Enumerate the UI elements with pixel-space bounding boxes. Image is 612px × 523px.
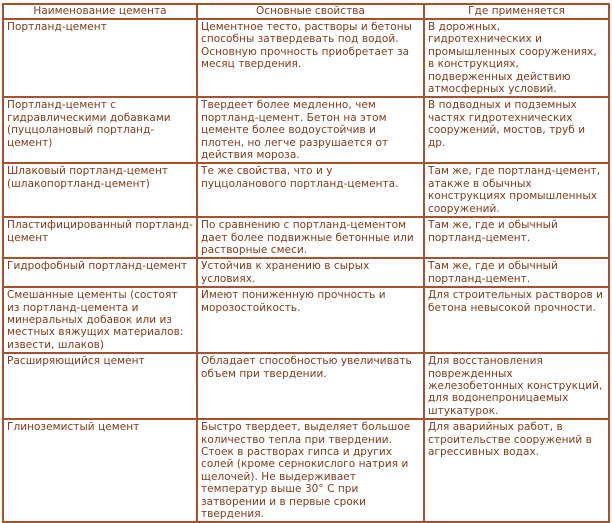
cement-properties: Обладает способностью увеличивать объем при твердении. (197, 353, 424, 419)
cement-properties: Быстро твердеет, выделяет большое количество тепла при твердении. Стоек в растворах гипса и других солей (кроме сернокислого натрия и щелочей). Не выдерживает температур выше 30° С при затворении и в первые сроки твердения. (197, 419, 424, 522)
table-row (3, 97, 609, 163)
header-usage: Где применяется (424, 4, 609, 19)
cement-name: Пластифицированный портланд-цемент (3, 217, 197, 258)
cement-usage: Для восстановления поврежденных железобетонных конструкций, для водонепроницаемых штукатурок. (424, 353, 609, 419)
cement-name: Смешанные цементы (состоят из портланд-цемента и минеральных добавок или из местных вяжущих материалов: извести, шлаков) (3, 287, 197, 353)
header-row (3, 4, 609, 19)
cement-properties: По сравнению с портланд-цементом дает более подвижные бетонные или растворные смеси. (197, 217, 424, 258)
table-row (3, 163, 609, 217)
cement-usage: Для аварийных работ, в строительстве сооружений в агрессивных водах. (424, 419, 609, 522)
cement-usage: Там же, где и обычный портланд-цемент. (424, 258, 609, 287)
cement-properties: Цементное тесто, растворы и бетоны способны затвердевать под водой. Основную прочность приобретает за месяц твердения. (197, 19, 424, 97)
cement-properties: Те же свойства, что и у пуццоланового портланд-цемента. (197, 163, 424, 217)
cement-properties: Твердеет более медленно, чем портланд-цемент. Бетон на этом цементе более водоустойчив и плотен, но легче разрушается от действия мороза. (197, 97, 424, 163)
cement-usage: Там же, где и обычный портланд-цемент. (424, 217, 609, 258)
table-row (3, 419, 609, 522)
header-properties: Основные свойства (197, 4, 424, 19)
header-name: Наименование цемента (3, 4, 197, 19)
cement-properties: Имеют пониженную прочность и морозостойкость. (197, 287, 424, 353)
cement-usage: В подводных и подземных частях гидротехнических сооружений, мостов, труб и др. (424, 97, 609, 163)
table-row (3, 19, 609, 97)
cement-name: Гидрофобный портланд-цемент (3, 258, 197, 287)
table-row (3, 287, 609, 353)
cement-name: Расширяющийся цемент (3, 353, 197, 419)
table-row (3, 217, 609, 258)
cement-usage: Там же, где портланд-цемент, атакже в обычных конструкциях промышленных сооружений. (424, 163, 609, 217)
table-row (3, 258, 609, 287)
cement-name: Портланд-цемент с гидравлическими добавками (пуццолановый портланд-цемент) (3, 97, 197, 163)
cement-name: Портланд-цемент (3, 19, 197, 97)
cement-name: Глиноземистый цемент (3, 419, 197, 522)
cement-name: Шлаковый портланд-цемент (шлакопортланд-цемент) (3, 163, 197, 217)
cement-properties: Устойчив к хранению в сырых условиях. (197, 258, 424, 287)
cement-usage: В дорожных, гидротехнических и промышленных сооружениях, в конструкциях, подверженных действию атмосферных условий. (424, 19, 609, 97)
table-row (3, 353, 609, 419)
cement-usage: Для строительных растворов и бетона невысокой прочности. (424, 287, 609, 353)
cement-table (2, 3, 610, 523)
